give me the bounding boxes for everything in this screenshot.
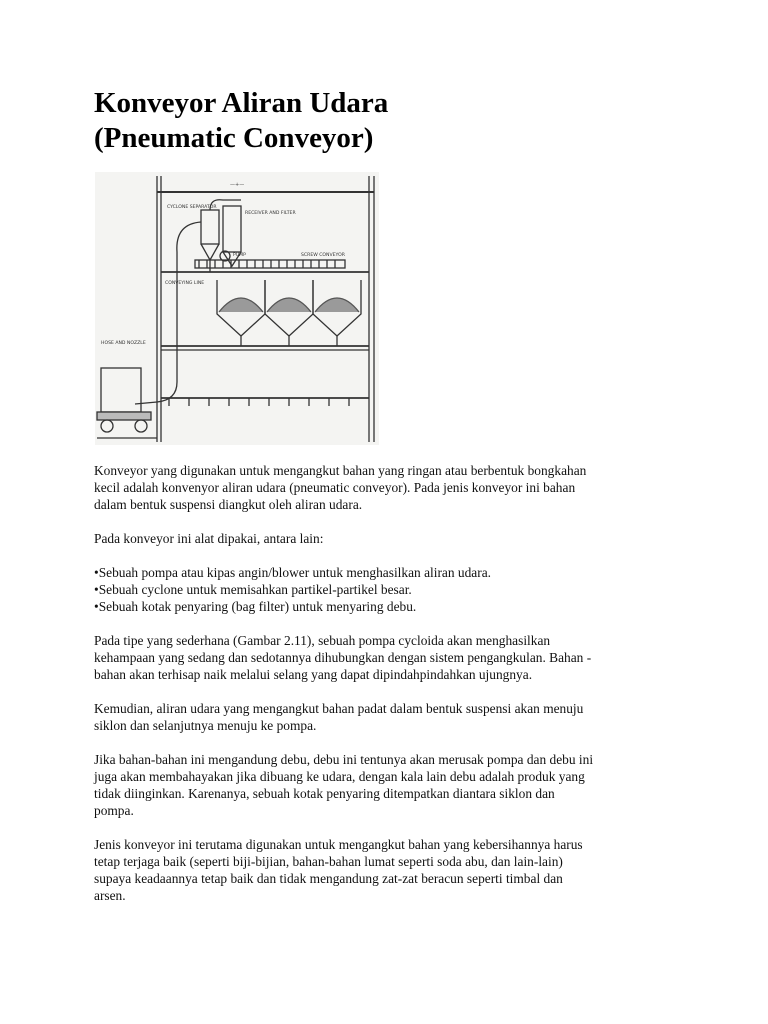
label-screw-conveyor: SCREW CONVEYOR [301,253,345,258]
pneumatic-conveyor-diagram [95,172,379,445]
label-cyclone: CYCLONE SEPARATOR [167,205,217,210]
paragraph-usage: Jenis konveyor ini terutama digunakan untuk mengangkut bahan yang kebersihannya harus tetap terjaga baik (seperti biji-bijian, bahan-bahan lumat seperti soda abu, dan lain-lain) supaya keadaannya tetap baik dan tidak mengandung zat-zat beracun seperti timbal dan arsen. [94,837,583,903]
paragraph-intro: Konveyor yang digunakan untuk mengangkut bahan yang ringan atau berbentuk bongkahan kecil adalah konvenyor aliran udara (pneumatic conveyor). Pada jenis konveyor ini bahan dalam bentuk suspensi diangkut oleh aliran udara. [94,463,587,512]
title-line-2: (Pneumatic Conveyor) [94,122,374,154]
paragraph-dust: Jika bahan-bahan ini mengandung debu, debu ini tentunya akan merusak pompa dan debu ini juga akan membahayakan jika dibuang ke udara, dengan kala lain debu adalah produk yang tidak diinginkan. Karenanya, sebuah kotak penyaring ditempatkan diantara siklon dan pompa. [94,752,594,818]
label-pump: PUMP [233,253,246,258]
component-list [94,564,694,615]
label-receiver: RECEIVER AND FILTER [245,211,296,216]
label-conveying-line: CONVEYING LINE [165,281,205,286]
svg-text:—+—: —+— [230,182,245,188]
list-item: •Sebuah kotak penyaring (bag filter) untuk menyaring debu. [94,599,417,614]
paragraph-components-intro: Pada konveyor ini alat dipakai, antara lain: [94,531,324,546]
paragraph-air-flow: Kemudian, aliran udara yang mengangkut bahan padat dalam bentuk suspensi akan menuju siklon dan selanjutnya menuju ke pompa. [94,701,584,733]
title-line-1: Konveyor Aliran Udara [94,87,389,119]
label-hose-nozzle: HOSE AND NOZZLE [101,341,146,346]
list-item: •Sebuah pompa atau kipas angin/blower untuk menghasilkan aliran udara. [94,565,491,580]
list-item: •Sebuah cyclone untuk memisahkan partikel-partikel besar. [94,582,412,597]
paragraph-simple-type: Pada tipe yang sederhana (Gambar 2.11), sebuah pompa cycloida akan menghasilkan kehampaan yang sedang dan sedotannya dihubungkan dengan sistem pengangkulan. Bahan - bahan akan terhisap naik melalui selang yang dapat dipindahpindahkan ujungnya. [94,633,592,682]
document-body [94,462,694,921]
document-title [94,86,388,156]
